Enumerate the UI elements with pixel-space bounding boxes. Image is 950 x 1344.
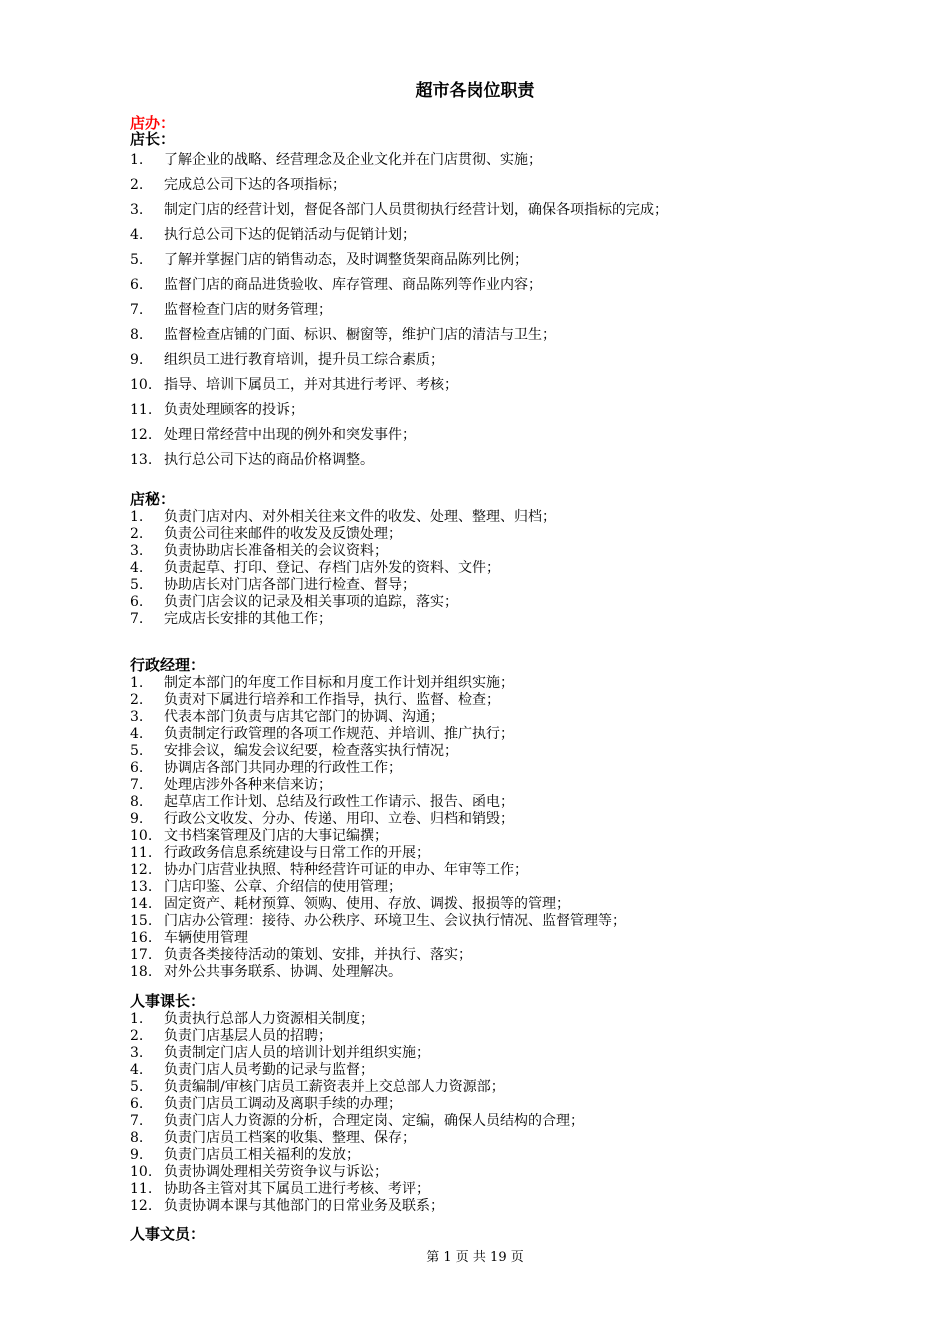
item-number: 1.: [130, 152, 144, 168]
item-number: 13.: [130, 452, 153, 468]
item-number: 17.: [130, 947, 153, 963]
item-text: 负责编制/审核门店员工薪资表并上交总部人力资源部；: [164, 1079, 505, 1095]
list-item: [130, 1164, 584, 1181]
list-item: [130, 348, 668, 373]
list-item: [130, 448, 668, 473]
item-number: 6.: [130, 760, 144, 776]
section-heading: 店秘：: [130, 490, 176, 508]
list-item: [130, 692, 626, 709]
section-heading: 店长：: [130, 130, 176, 148]
item-text: 负责制定行政管理的各项工作规范、并培训、推广执行；: [164, 726, 514, 742]
item-number: 7.: [130, 611, 144, 627]
item-number: 3.: [130, 709, 144, 725]
item-text: 组织员工进行教育培训，提升员工综合素质；: [164, 352, 444, 368]
section-admin-manager: [130, 655, 626, 981]
item-text: 负责门店对内、对外相关往来文件的收发、处理、整理、归档；: [164, 509, 556, 525]
list-item: [130, 509, 556, 526]
list-item: [130, 526, 556, 543]
item-number: 11.: [130, 402, 153, 418]
item-number: 9.: [130, 352, 144, 368]
item-text: 指导、培训下属员工，并对其进行考评、考核；: [164, 377, 458, 393]
item-number: 10.: [130, 377, 153, 393]
item-text: 负责门店员工相关福利的发放；: [164, 1147, 360, 1163]
list-item: [130, 930, 626, 947]
section-heading: 行政经理：: [130, 656, 206, 674]
duty-list: [130, 509, 556, 628]
list-item: [130, 947, 626, 964]
list-item: [130, 862, 626, 879]
list-item: [130, 248, 668, 273]
item-number: 12.: [130, 427, 153, 443]
list-item: [130, 173, 668, 198]
item-number: 4.: [130, 726, 144, 742]
item-number: 11.: [130, 1181, 153, 1197]
duty-list: [130, 1011, 584, 1215]
item-number: 7.: [130, 302, 144, 318]
item-number: 6.: [130, 594, 144, 610]
item-number: 5.: [130, 577, 144, 593]
item-number: 7.: [130, 777, 144, 793]
list-item: [130, 198, 668, 223]
list-item: [130, 298, 668, 323]
list-item: [130, 964, 626, 981]
list-item: [130, 1011, 584, 1028]
item-text: 文书档案管理及门店的大事记编撰；: [164, 828, 388, 844]
item-number: 3.: [130, 202, 144, 218]
item-number: 11.: [130, 845, 153, 861]
list-item: [130, 743, 626, 760]
item-text: 负责执行总部人力资源相关制度；: [164, 1011, 374, 1027]
item-number: 2.: [130, 1028, 144, 1044]
list-item: [130, 1130, 584, 1147]
item-number: 5.: [130, 1079, 144, 1095]
item-text: 负责门店人员考勤的记录与监督；: [164, 1062, 374, 1078]
list-item: [130, 543, 556, 560]
list-item: [130, 1079, 584, 1096]
list-item: [130, 828, 626, 845]
item-number: 2.: [130, 692, 144, 708]
item-text: 协办门店营业执照、特种经营许可证的申办、年审等工作；: [164, 862, 528, 878]
item-text: 对外公共事务联系、协调、处理解决。: [164, 964, 402, 980]
list-item: [130, 896, 626, 913]
item-number: 4.: [130, 227, 144, 243]
item-text: 负责协调处理相关劳资争议与诉讼；: [164, 1164, 388, 1180]
item-text: 负责对下属进行培养和工作指导，执行、监督、检查；: [164, 692, 500, 708]
list-item: [130, 398, 668, 423]
list-item: [130, 760, 626, 777]
list-item: [130, 560, 556, 577]
item-number: 5.: [130, 743, 144, 759]
item-text: 负责门店员工档案的收集、整理、保存；: [164, 1130, 416, 1146]
list-item: [130, 675, 626, 692]
item-number: 3.: [130, 1045, 144, 1061]
list-item: [130, 1028, 584, 1045]
list-item: [130, 273, 668, 298]
duty-list: [130, 675, 626, 981]
item-text: 车辆使用管理: [164, 930, 248, 946]
item-number: 14.: [130, 896, 153, 912]
item-text: 制定本部门的年度工作目标和月度工作计划并组织实施；: [164, 675, 514, 691]
list-item: [130, 577, 556, 594]
item-text: 了解并掌握门店的销售动态，及时调整货架商品陈列比例；: [164, 252, 528, 268]
item-number: 9.: [130, 811, 144, 827]
item-text: 门店办公管理：接待、办公秩序、环境卫生、会议执行情况、监督管理等；: [164, 913, 626, 929]
section-heading: 人事文员：: [130, 1225, 206, 1243]
list-item: [130, 1113, 584, 1130]
item-text: 代表本部门负责与店其它部门的协调、沟通；: [164, 709, 444, 725]
item-number: 18.: [130, 964, 153, 980]
item-number: 10.: [130, 828, 153, 844]
item-text: 起草店工作计划、总结及行政性工作请示、报告、函电；: [164, 794, 514, 810]
item-number: 1.: [130, 509, 144, 525]
page-footer: 第 1 页 共 19 页: [426, 1250, 524, 1265]
list-item: [130, 709, 626, 726]
item-number: 6.: [130, 1096, 144, 1112]
list-item: [130, 611, 556, 628]
page-title: 超市各岗位职责: [415, 81, 535, 101]
item-text: 协助各主管对其下属员工进行考核、考评；: [164, 1181, 430, 1197]
list-item: [130, 148, 668, 173]
item-number: 3.: [130, 543, 144, 559]
item-text: 负责门店会议的记录及相关事项的追踪，落实；: [164, 594, 458, 610]
item-number: 10.: [130, 1164, 153, 1180]
item-text: 负责协助店长准备相关的会议资料；: [164, 543, 388, 559]
item-text: 门店印鉴、公章、介绍信的使用管理；: [164, 879, 402, 895]
item-text: 协助店长对门店各部门进行检查、督导；: [164, 577, 416, 593]
item-text: 制定门店的经营计划，督促各部门人员贯彻执行经营计划，确保各项指标的完成；: [164, 202, 668, 218]
item-text: 监督检查门店的财务管理；: [164, 302, 332, 318]
section-store-secretary: [130, 489, 556, 628]
list-item: [130, 777, 626, 794]
item-number: 8.: [130, 327, 144, 343]
section-hr-clerk: [130, 1224, 205, 1244]
department-heading: 店办：: [130, 114, 176, 132]
item-number: 2.: [130, 177, 144, 193]
item-number: 15.: [130, 913, 153, 929]
item-number: 4.: [130, 560, 144, 576]
item-text: 安排会议，编发会议纪要，检查落实执行情况；: [164, 743, 458, 759]
list-item: [130, 594, 556, 611]
section-heading: 人事课长：: [130, 992, 206, 1010]
item-text: 负责门店人力资源的分析，合理定岗、定编，确保人员结构的合理；: [164, 1113, 584, 1129]
item-text: 监督检查店铺的门面、标识、橱窗等，维护门店的清洁与卫生；: [164, 327, 556, 343]
item-text: 负责各类接待活动的策划、安排，并执行、落实；: [164, 947, 472, 963]
item-text: 了解企业的战略、经营理念及企业文化并在门店贯彻、实施；: [164, 152, 542, 168]
item-number: 12.: [130, 1198, 153, 1214]
item-text: 完成总公司下达的各项指标；: [164, 177, 346, 193]
item-number: 1.: [130, 675, 144, 691]
item-text: 执行总公司下达的促销活动与促销计划；: [164, 227, 416, 243]
item-number: 13.: [130, 879, 153, 895]
item-number: 7.: [130, 1113, 144, 1129]
list-item: [130, 1198, 584, 1215]
section-store-manager: [130, 130, 668, 473]
item-text: 负责门店基层人员的招聘；: [164, 1028, 332, 1044]
item-text: 负责协调本课与其他部门的日常业务及联系；: [164, 1198, 444, 1214]
item-text: 完成店长安排的其他工作；: [164, 611, 332, 627]
item-text: 行政公文收发、分办、传递、用印、立卷、归档和销毁；: [164, 811, 514, 827]
item-number: 6.: [130, 277, 144, 293]
list-item: [130, 811, 626, 828]
item-text: 负责起草、打印、登记、存档门店外发的资料、文件；: [164, 560, 500, 576]
list-item: [130, 223, 668, 248]
item-number: 1.: [130, 1011, 144, 1027]
list-item: [130, 1096, 584, 1113]
item-number: 8.: [130, 1130, 144, 1146]
list-item: [130, 1045, 584, 1062]
item-number: 12.: [130, 862, 153, 878]
item-text: 负责公司往来邮件的收发及反馈处理；: [164, 526, 402, 542]
item-text: 协调店各部门共同办理的行政性工作；: [164, 760, 402, 776]
item-text: 负责制定门店人员的培训计划并组织实施；: [164, 1045, 430, 1061]
section-hr-chief: [130, 991, 584, 1215]
item-text: 执行总公司下达的商品价格调整。: [164, 452, 374, 468]
list-item: [130, 1062, 584, 1079]
item-text: 监督门店的商品进货验收、库存管理、商品陈列等作业内容；: [164, 277, 542, 293]
item-number: 4.: [130, 1062, 144, 1078]
list-item: [130, 1181, 584, 1198]
list-item: [130, 726, 626, 743]
item-text: 负责处理顾客的投诉；: [164, 402, 304, 418]
list-item: [130, 323, 668, 348]
item-text: 行政政务信息系统建设与日常工作的开展；: [164, 845, 430, 861]
item-text: 固定资产、耗材预算、领购、使用、存放、调拨、报损等的管理；: [164, 896, 570, 912]
list-item: [130, 423, 668, 448]
list-item: [130, 794, 626, 811]
item-number: 16.: [130, 930, 153, 946]
item-number: 5.: [130, 252, 144, 268]
list-item: [130, 913, 626, 930]
list-item: [130, 879, 626, 896]
item-text: 处理店涉外各种来信来访；: [164, 777, 332, 793]
list-item: [130, 845, 626, 862]
item-number: 2.: [130, 526, 144, 542]
item-text: 处理日常经营中出现的例外和突发事件；: [164, 427, 416, 443]
item-text: 负责门店员工调动及离职手续的办理；: [164, 1096, 402, 1112]
list-item: [130, 1147, 584, 1164]
list-item: [130, 373, 668, 398]
item-number: 9.: [130, 1147, 144, 1163]
item-number: 8.: [130, 794, 144, 810]
duty-list: [130, 148, 668, 473]
